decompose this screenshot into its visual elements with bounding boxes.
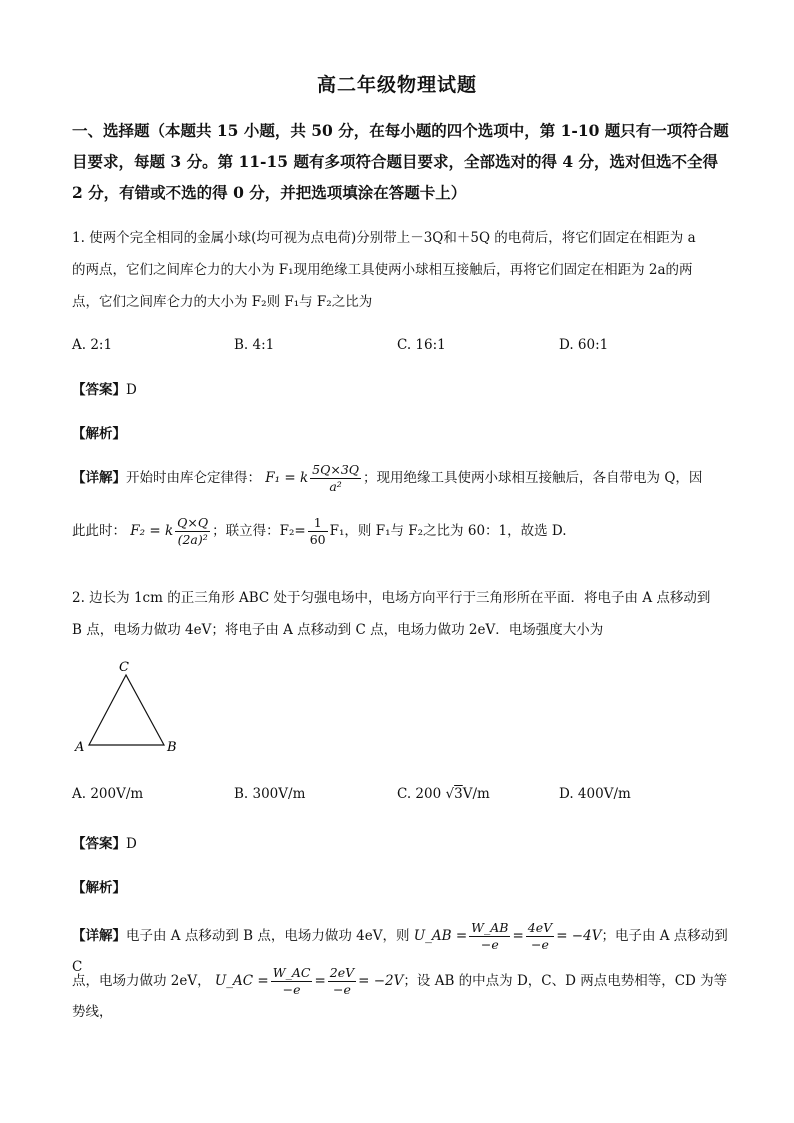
fraction-denominator: −e <box>531 937 549 952</box>
section-header <box>72 115 732 208</box>
detail-text: 点，电场力做功 2eV， <box>72 973 211 989</box>
fraction-numerator: 5Q×3Q <box>312 462 360 477</box>
detail-2-line-1: 【详解】电子由 A 点移动到 B 点，电场力做功 4eV，则 U_AB = $\frac{W\_AB}{-e}$ = $\frac{4eV}{-e}$ = −4V；电子由 A 点移动到 C <box>72 920 728 975</box>
section-header-line: 目要求，每题 3 分。第 11-15 题有多项符合题目要求，全部选对的得 4 分，选对但选不全得 <box>72 152 719 171</box>
detail-text: 电子由 A 点移动到 B 点，电场力做功 4eV，则 <box>126 928 410 944</box>
option-c: C. 16:1 <box>397 337 446 353</box>
option-c-number: C. 200 <box>397 786 442 802</box>
analysis-2-label <box>72 874 732 902</box>
detail-text: 开始时由库仑定律得： <box>126 470 261 486</box>
section-header-line: 一、选择题（本题共 15 小题，共 50 分，在每小题的四个选项中，第 1-10 题只有一项符合题 <box>72 121 729 140</box>
triangle-shape <box>89 675 164 745</box>
formula-uac-fraction-2 <box>328 965 356 998</box>
vertex-label-b: B <box>167 740 177 755</box>
question-2-text <box>72 584 732 644</box>
fraction-denominator: a² <box>329 479 342 494</box>
question-line: B 点，电场力做功 4eV；将电子由 A 点移动到 C 点，电场力做功 2eV．电场强度大小为 <box>72 622 604 638</box>
formula-uab-fraction-1 <box>469 920 510 953</box>
option-c-sqrt: 3 <box>454 786 463 802</box>
formula-f3-fraction <box>308 515 328 548</box>
detail-text: ；设 AB 的中点为 D，C、D 两点电势相等，CD 为等势线， <box>72 973 728 1020</box>
formula-uac-fraction-1 <box>271 965 313 998</box>
analysis-label: 【解析】 <box>72 880 126 896</box>
answer-label: 【答案】 <box>72 836 126 852</box>
fraction-denominator: (2a)² <box>177 532 208 547</box>
option-a: A. 2:1 <box>72 337 113 353</box>
fraction-denominator: −e <box>480 937 499 952</box>
fraction-numerator: 4eV <box>527 920 553 935</box>
option-c-unit: V/m <box>462 786 490 802</box>
detail-text: ；电子由 A 点移动到 C <box>72 928 728 975</box>
answer-value: D <box>126 836 137 852</box>
formula-uab-lhs: U_AB = <box>413 928 468 944</box>
answer-2 <box>72 830 732 858</box>
formula-uab-fraction-2 <box>526 920 554 953</box>
option-a: A. 200V/m <box>72 786 144 802</box>
detail-text: ；现用绝缘工具使两小球相互接触后，各自带电为 Q，因 <box>363 470 703 486</box>
option-b: B. 4:1 <box>234 337 275 353</box>
section-header-line: 2 分，有错或不选的得 0 分，并把选项填涂在答题卡上） <box>72 183 467 202</box>
option-d: D. 400V/m <box>559 786 631 802</box>
option-b: B. 300V/m <box>234 786 306 802</box>
fraction-denominator: −e <box>333 982 351 997</box>
detail-1-line-2 <box>72 515 732 548</box>
formula-uab-rhs: = −4V <box>556 928 602 944</box>
answer-value: D <box>126 382 137 398</box>
question-line: 2. 边长为 1cm 的正三角形 ABC 处于匀强电场中，电场方向平行于三角形所在平面．将电子由 A 点移动到 <box>72 590 711 606</box>
formula-f1-lhs: F₁ = k <box>265 470 309 486</box>
option-c: C. 200 √3V/m <box>397 786 490 802</box>
formula-uac-rhs: = −2V <box>358 973 404 989</box>
vertex-label-a: A <box>75 740 85 755</box>
formula-uac-lhs: U_AC = <box>214 973 269 989</box>
fraction-numerator: Q×Q <box>177 515 209 530</box>
fraction-numerator: 2eV <box>329 965 355 980</box>
question-1-options <box>72 337 732 357</box>
detail-label: 【详解】 <box>72 928 126 944</box>
question-line: 1. 使两个完全相同的金属小球(均可视为点电荷)分别带上－3Q和＋5Q 的电荷后，将它们固定在相距为 a <box>72 230 696 246</box>
fraction-denominator: 60 <box>309 532 326 547</box>
page-title: 高二年级物理试题 <box>316 74 477 96</box>
detail-text: ；联立得：F₂= <box>212 523 306 539</box>
detail-2-line-2: 点，电场力做功 2eV， U_AC = $\frac{W\_AC}{-e}$ = $\frac{2eV}{-e}$ = −2V；设 AB 的中点为 D，C、D 两点电势相等，CD 为等势线， <box>72 965 728 1020</box>
formula-f1-fraction <box>310 462 361 495</box>
formula-f2-lhs: F₂ = k <box>130 523 174 539</box>
answer-1 <box>72 376 732 404</box>
analysis-label: 【解析】 <box>72 426 126 442</box>
formula-f2-fraction <box>175 515 210 548</box>
question-line: 的两点，它们之间库仑力的大小为 F₁现用绝缘工具使两小球相互接触后，再将它们固定在相距为 2a的两 <box>72 262 693 278</box>
fraction-numerator: W_AB <box>471 920 509 935</box>
detail-label: 【详解】 <box>72 470 126 486</box>
answer-label: 【答案】 <box>72 382 126 398</box>
analysis-1-label <box>72 420 732 448</box>
question-line: 点，它们之间库仑力的大小为 F₂则 F₁与 F₂之比为 <box>72 294 373 310</box>
detail-text: 此此时： <box>72 523 126 539</box>
option-d: D. 60:1 <box>559 337 609 353</box>
fraction-numerator: 1 <box>308 515 328 532</box>
detail-1-line-1 <box>72 462 732 495</box>
vertex-label-c: C <box>119 660 129 675</box>
detail-text: F₁，则 F₁与 F₂之比为 60：1，故选 D. <box>329 523 567 539</box>
fraction-denominator: −e <box>282 982 301 997</box>
question-2-options <box>72 786 732 806</box>
question-1-text <box>72 224 732 316</box>
triangle-abc-figure <box>72 655 192 760</box>
fraction-numerator: W_AC <box>272 965 311 980</box>
